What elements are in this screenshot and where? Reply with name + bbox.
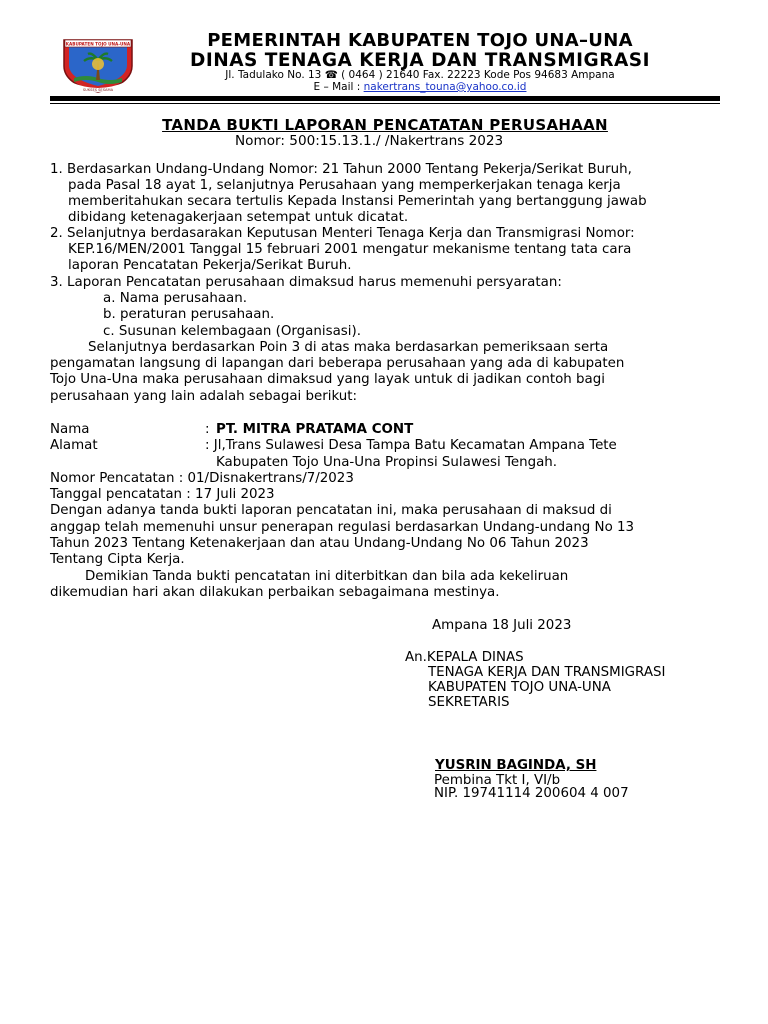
paragraph-5-line-2: anggap telah memenuhi unsur penerapan regulasi berdasarkan Undang-undang No 13: [50, 520, 635, 535]
paragraph-1-line-3: memberitahukan secara tertulis Kepada Instansi Pemerintah yang bertanggung jawab: [68, 194, 647, 209]
paragraph-6-line-2: dikemudian hari akan dilakukan perbaikan sebagaimana mestinya.: [50, 585, 500, 600]
paragraph-4-line-3: Tojo Una-Una maka perusahaan dimaksud yang layak untuk di jadikan contoh bagi: [50, 372, 605, 387]
paragraph-2-line-3: laporan Pencatatan Pekerja/Serikat Buruh.: [68, 258, 352, 273]
place-date: Ampana 18 Juli 2023: [432, 618, 572, 633]
header-divider-thin: [50, 103, 720, 104]
nama-label: Nama: [50, 422, 90, 437]
signatory-office-line-1: TENAGA KERJA DAN TRANSMIGRASI: [428, 665, 666, 680]
paragraph-4-line-1: Selanjutnya berdasarkan Poin 3 di atas maka berdasarkan pemeriksaan serta: [88, 340, 609, 355]
signatory-rank: Pembina Tkt I, VI/b: [434, 773, 561, 788]
paragraph-2-line-2: KEP.16/MEN/2001 Tanggal 15 februari 2001 mengatur mekanisme tentang tata cara: [68, 242, 632, 257]
signatory-position: SEKRETARIS: [428, 695, 510, 710]
paragraph-5-line-4: Tentang Cipta Kerja.: [50, 552, 185, 567]
letterhead-email-line: [140, 81, 700, 93]
paragraph-2-line-1: 2. Selanjutnya berdasarakan Keputusan Menteri Tenaga Kerja dan Transmigrasi Nomor:: [50, 226, 635, 241]
registration-date: Tanggal pencatatan : 17 Juli 2023: [50, 487, 275, 502]
regency-logo: [56, 34, 140, 94]
email-prefix: E – Mail :: [313, 81, 364, 93]
paragraph-1-line-1: 1. Berdasarkan Undang-Undang Nomor: 21 Tahun 2000 Tentang Pekerja/Serikat Buruh,: [50, 162, 632, 177]
paragraph-1-line-4: dibidang ketenagakerjaan setempat untuk dicatat.: [68, 210, 409, 225]
company-name: PT. MITRA PRATAMA CONT: [216, 422, 414, 437]
signatory-an: An.KEPALA DINAS: [405, 650, 524, 665]
alamat-label: Alamat: [50, 438, 98, 453]
address-line-1: : Jl,Trans Sulawesi Desa Tampa Batu Kecamatan Ampana Tete: [205, 438, 617, 453]
letterhead-address: Jl. Tadulako No. 13 ☎ ( 0464 ) 21640 Fax. 22223 Kode Pos 94683 Ampana: [225, 69, 615, 81]
paragraph-4-line-2: pengamatan langsung di lapangan dari beberapa perusahaan yang ada di kabupaten: [50, 356, 625, 371]
letterhead-office: DINAS TENAGA KERJA DAN TRANSMIGRASI: [189, 50, 650, 71]
header-divider-thick: [50, 96, 720, 101]
address-line-2: Kabupaten Tojo Una-Una Propinsi Sulawesi Tengah.: [216, 455, 558, 470]
document-title: TANDA BUKTI LAPORAN PENCATATAN PERUSAHAAN: [162, 116, 608, 134]
nama-colon: :: [205, 422, 210, 437]
registration-number: Nomor Pencatatan : 01/Disnakertrans/7/2023: [50, 471, 354, 486]
requirement-a: a. Nama perusahaan.: [103, 291, 248, 306]
signatory-name: YUSRIN BAGINDA, SH: [435, 758, 597, 773]
document-number: Nomor: 500:15.13.1./ /Nakertrans 2023: [235, 133, 504, 149]
logo-ribbon: SUKSES SESAMA: [82, 88, 114, 92]
paragraph-6-line-1: Demikian Tanda bukti pencatatan ini diterbitkan dan bila ada kekeliruan: [85, 569, 569, 584]
paragraph-4-line-4: perusahaan yang lain adalah sebagai berikut:: [50, 389, 358, 404]
paragraph-3-line-1: 3. Laporan Pencatatan perusahaan dimaksud harus memenuhi persyaratan:: [50, 275, 562, 290]
logo-text: KABUPATEN TOJO UNA-UNA: [65, 41, 131, 47]
paragraph-5-line-3: Tahun 2023 Tentang Ketenakerjaan dan atau Undang-Undang No 06 Tahun 2023: [50, 536, 589, 551]
requirement-b: b. peraturan perusahaan.: [103, 307, 275, 322]
requirement-c: c. Susunan kelembagaan (Organisasi).: [103, 324, 361, 339]
email-link[interactable]: nakertrans_touna@yahoo.co.id: [363, 81, 527, 93]
paragraph-5-line-1: Dengan adanya tanda bukti laporan pencatatan ini, maka perusahaan di maksud di: [50, 503, 612, 518]
signatory-nip: NIP. 19741114 200604 4 007: [434, 786, 629, 801]
signatory-office-line-2: KABUPATEN TOJO UNA-UNA: [428, 680, 611, 695]
letterhead-government: PEMERINTAH KABUPATEN TOJO UNA–UNA: [207, 30, 633, 51]
paragraph-1-line-2: pada Pasal 18 ayat 1, selanjutnya Perusahaan yang memperkerjakan tenaga kerja: [68, 178, 621, 193]
